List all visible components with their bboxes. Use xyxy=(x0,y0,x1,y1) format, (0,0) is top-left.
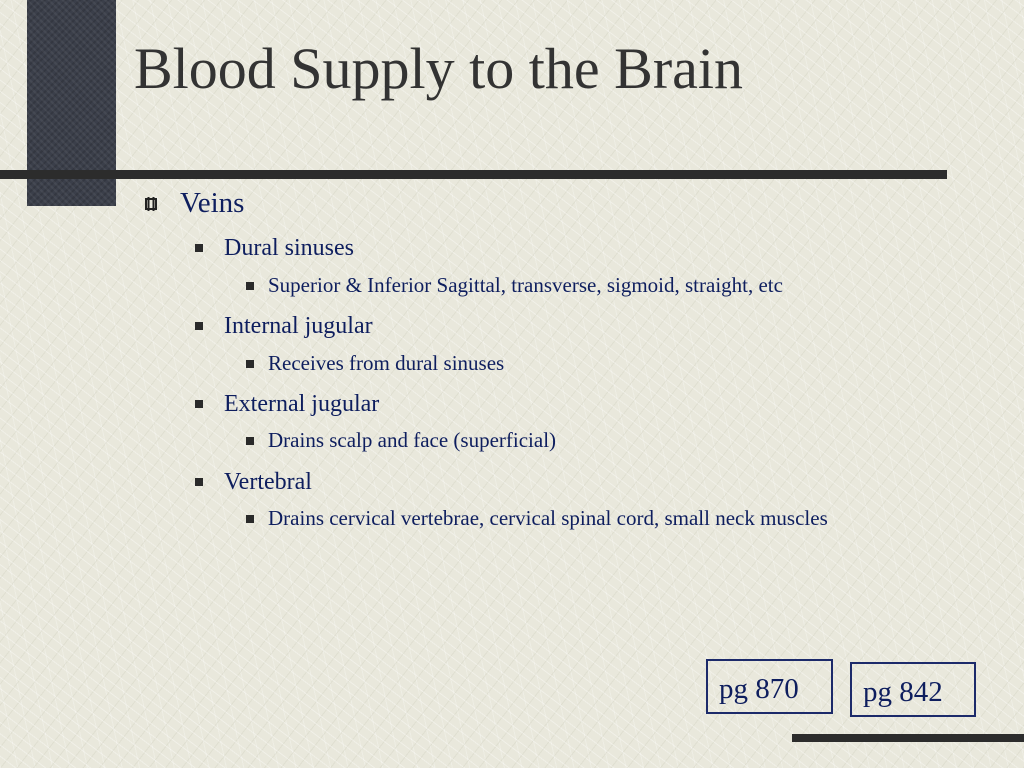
outline-level1-veins: Veins xyxy=(180,187,245,219)
small-square-bullet-icon xyxy=(246,282,254,290)
page-reference-box: pg 870 xyxy=(706,659,833,714)
outline-item-external-jugular: External jugular xyxy=(224,391,380,417)
outline-item-internal-jugular: Internal jugular xyxy=(224,313,373,339)
hash-square-bullet-icon xyxy=(144,197,158,211)
outline-subitem-dural-sinuses: Superior & Inferior Sagittal, transverse, sigmoid, straight, etc xyxy=(268,273,783,297)
outline-item-vertebral: Vertebral xyxy=(224,469,312,495)
outline-item-dural-sinuses: Dural sinuses xyxy=(224,235,354,261)
small-square-bullet-icon xyxy=(246,360,254,368)
outline-subitem-external-jugular: Drains scalp and face (superficial) xyxy=(268,428,557,452)
small-square-bullet-icon xyxy=(246,515,254,523)
square-bullet-icon xyxy=(195,244,203,252)
small-square-bullet-icon xyxy=(246,437,254,445)
outline-subitem-vertebral: Drains cervical vertebrae, cervical spinal cord, small neck muscles xyxy=(268,506,828,530)
page-reference-box: pg 842 xyxy=(850,662,976,717)
square-bullet-icon xyxy=(195,322,203,330)
square-bullet-icon xyxy=(195,400,203,408)
slide-title: Blood Supply to the Brain xyxy=(134,36,743,101)
square-bullet-icon xyxy=(195,478,203,486)
outline-subitem-internal-jugular: Receives from dural sinuses xyxy=(268,351,505,375)
